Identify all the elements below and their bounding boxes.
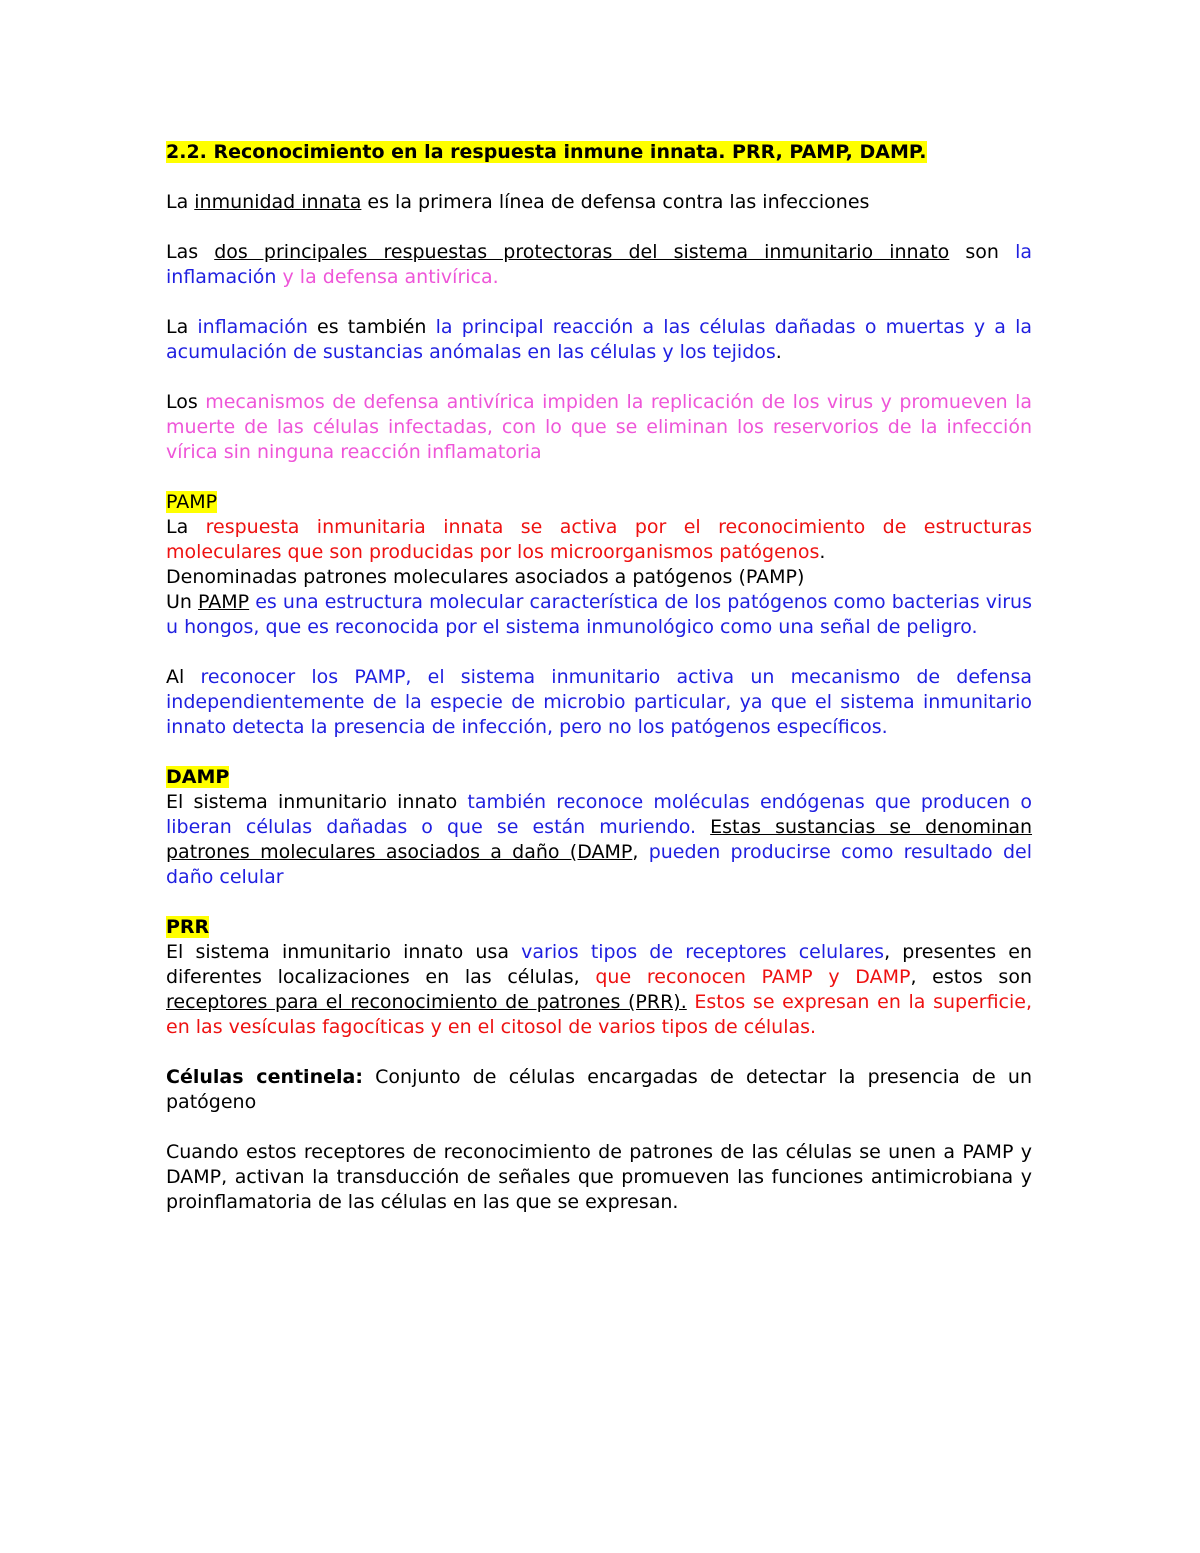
text: es también bbox=[307, 316, 436, 338]
text: , bbox=[632, 841, 649, 863]
text: Las bbox=[166, 241, 215, 263]
red-text: respuesta inmunitaria innata se activa por el reconocimiento de estructuras moleculares que son producidas por los microorganismos patógenos bbox=[166, 516, 1032, 563]
text: , estos son bbox=[910, 966, 1032, 988]
text: La bbox=[166, 516, 206, 538]
heading-pamp bbox=[166, 490, 1032, 515]
section-title-text: 2.2. Reconocimiento en la respuesta inmune innata. PRR, PAMP, DAMP. bbox=[166, 141, 927, 163]
paragraph-damp bbox=[166, 790, 1032, 890]
underlined-text: receptores para el reconocimiento de patrones (PRR). bbox=[166, 991, 687, 1013]
paragraph-pamp-structure bbox=[166, 590, 1032, 640]
blue-text: reconocer los PAMP, el sistema inmunitario activa un mecanismo de defensa independientemente de la especie de microbio particular, ya que el sistema inmunitario innato detecta la presencia de infección, pero no los patógenos específicos. bbox=[166, 666, 1032, 738]
paragraph-prr bbox=[166, 940, 1032, 1040]
blue-text: inflamación bbox=[197, 316, 308, 338]
text: Un bbox=[166, 591, 199, 613]
paragraph-pamp-activation bbox=[166, 515, 1032, 565]
paragraph-signal-transduction: Cuando estos receptores de reconocimiento de patrones de las células se unen a PAMP y DAMP, activan la transducción de señales que promueven las funciones antimicrobiana y proinflamatoria de las células en las que se expresan. bbox=[166, 1141, 1032, 1213]
paragraph-inflammation bbox=[166, 315, 1032, 365]
pink-text: mecanismos de defensa antivírica impiden la replicación de los virus y promueven la muerte de las células infectadas, con lo que se eliminan los reservorios de la infección vírica sin ninguna reacción inflamatoria bbox=[166, 391, 1032, 463]
red-text: que reconocen PAMP y DAMP bbox=[595, 966, 911, 988]
heading-damp-text: DAMP bbox=[166, 766, 230, 788]
paragraph-pamp-recognition bbox=[166, 665, 1032, 740]
pink-text: y la defensa antivírica. bbox=[276, 266, 499, 288]
paragraph-main-responses bbox=[166, 240, 1032, 290]
blue-text: también reconoce moléculas endógenas que producen o liberan células dañadas o que se están muriendo. bbox=[166, 791, 1033, 838]
paragraph-innate-immunity bbox=[166, 190, 1032, 215]
blue-text: la principal reacción a las células dañadas o muertas y a la acumulación de sustancias anómalas en las células y los tejidos bbox=[166, 316, 1032, 363]
text: El sistema inmunitario innato usa bbox=[166, 941, 522, 963]
text bbox=[696, 816, 710, 838]
text: . bbox=[819, 541, 826, 563]
blue-text: es una estructura molecular característica de los patógenos como bacterias virus u hongos, que es reconocida por el sistema inmunológico como una señal de peligro. bbox=[166, 591, 1032, 638]
paragraph-pamp-definition: Denominadas patrones moleculares asociados a patógenos (PAMP) bbox=[166, 566, 805, 588]
section-title bbox=[166, 140, 1032, 165]
heading-prr bbox=[166, 915, 1032, 940]
underlined-text: dos principales respuestas protectoras del sistema inmunitario innato bbox=[214, 241, 950, 263]
underlined-text: inmunidad innata bbox=[194, 191, 362, 213]
text: Al bbox=[166, 666, 201, 688]
blue-text: varios tipos de receptores celulares bbox=[521, 941, 885, 963]
underlined-text: Estas sustancias se denominan patrones moleculares asociados a daño (DAMP bbox=[166, 816, 1033, 863]
text: Los bbox=[166, 391, 206, 413]
blue-text: la inflamación bbox=[166, 241, 1032, 288]
heading-damp bbox=[166, 765, 1032, 790]
heading-prr-text: PRR bbox=[166, 916, 210, 938]
underlined-text: PAMP bbox=[198, 591, 250, 613]
paragraph-antiviral bbox=[166, 390, 1032, 465]
text: El sistema inmunitario innato bbox=[166, 791, 468, 813]
heading-pamp-text: PAMP bbox=[166, 491, 218, 513]
red-text: Estos se expresan en la superficie, en las vesículas fagocíticas y en el citosol de varios tipos de células. bbox=[166, 991, 1032, 1038]
paragraph-sentinel-cells bbox=[166, 1065, 1032, 1115]
text: La bbox=[166, 191, 195, 213]
text: son bbox=[949, 241, 1016, 263]
text: es la primera línea de defensa contra las infecciones bbox=[361, 191, 870, 213]
text: Conjunto de células encargadas de detectar la presencia de un patógeno bbox=[166, 1066, 1032, 1113]
text: , presentes en diferentes localizaciones en las células, bbox=[166, 941, 1033, 988]
blue-text: pueden producirse como resultado del daño celular bbox=[166, 841, 1032, 888]
bold-term: Células centinela: bbox=[166, 1066, 363, 1088]
document-body bbox=[166, 140, 1032, 1215]
text: . bbox=[775, 341, 782, 363]
text: La bbox=[166, 316, 198, 338]
